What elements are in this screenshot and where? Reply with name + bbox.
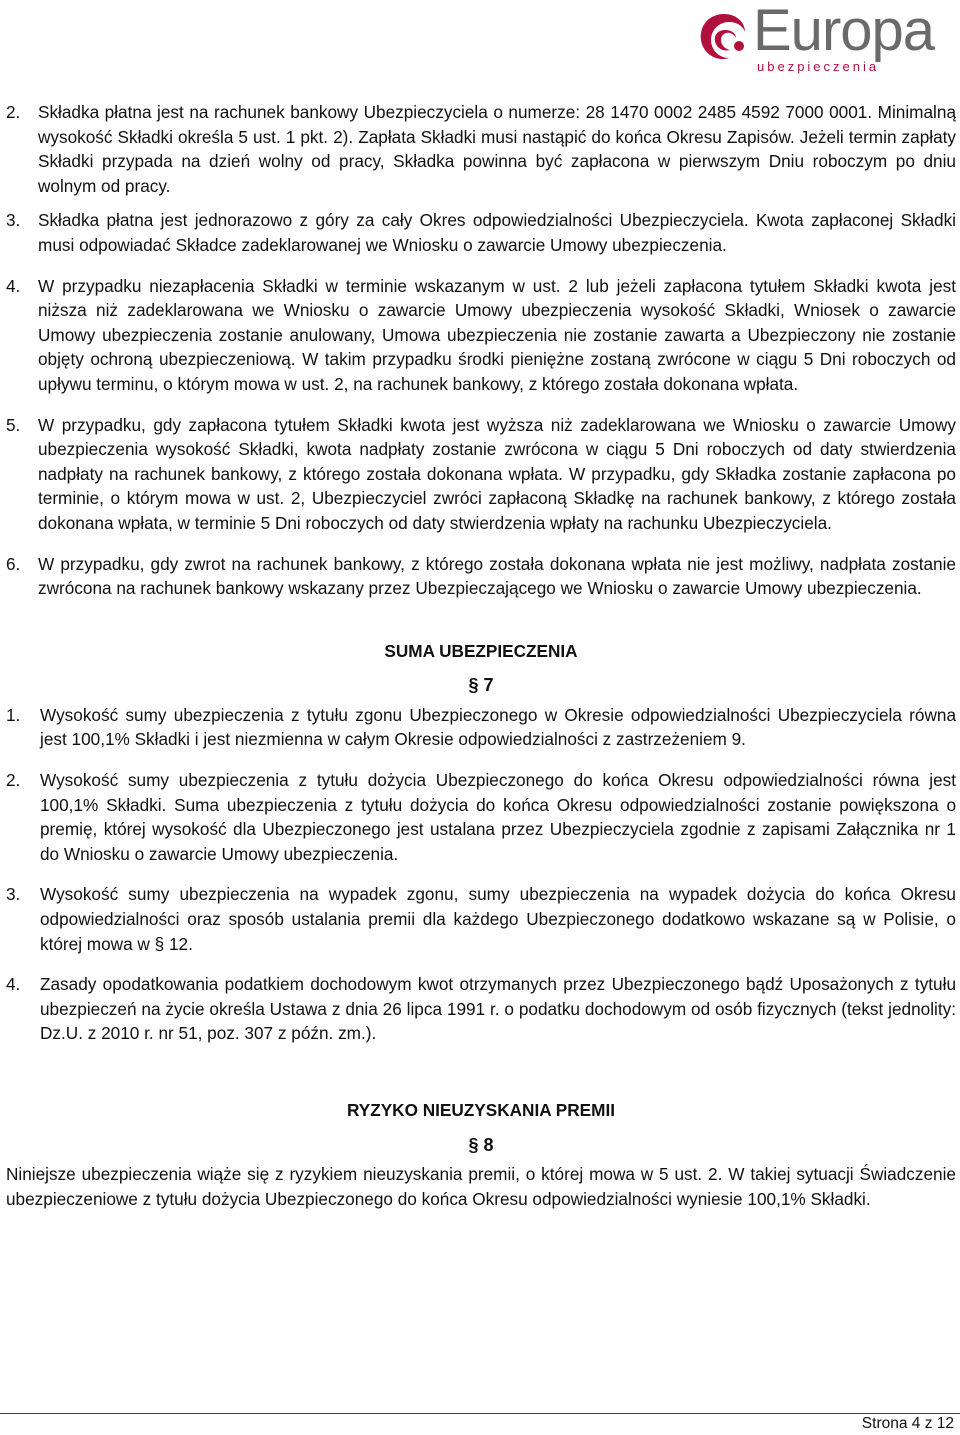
item-number: 2.: [6, 770, 21, 791]
list-item: [6, 703, 956, 752]
section-text: Niniejsze ubezpieczenia wiąże się z ryzykiem nieuzyskania premii, o której mowa w 5 ust. 2. W takiej sytuacji Świadczenie ubezpieczeniowe z tytułu dożycia Ubezpieczonego do końca Okresu odpowiedzialności wyniesie 100,1% Składki.: [6, 1164, 956, 1209]
item-number: 4.: [6, 275, 21, 296]
logo-subtitle: ubezpieczenia: [757, 59, 880, 74]
list-item: [6, 413, 956, 536]
item-text: Wysokość sumy ubezpieczenia z tytułu dożycia Ubezpieczonego do końca Okresu odpowiedzialności równa jest 100,1% Składki. Suma ubezpieczenia z tytułu dożycia do końca Okresu odpowiedzialności zostanie powiększona o premię, której wysokość dla Ubezpieczonego jest ustalana przez Ubezpieczyciela zgodnie z zapisami Załącznika nr 1 do Wniosku o zawarcie Umowy ubezpieczenia.: [40, 770, 956, 864]
list-item: [6, 552, 956, 601]
item-text: Składka płatna jest na rachunek bankowy Ubezpieczyciela o numerze: 28 1470 0002 2485 4592 7000 0001. Minimalną wysokość Składki określa 5 ust. 1 pkt. 2). Zapłata Składki musi nastąpić do końca Okresu Zapisów. Jeżeli termin zapłaty Składki przypada na dzień wolny od pracy, Składka powinna być zapłacona w pierwszym Dniu roboczym po dniu wolnym od pracy.: [38, 102, 956, 196]
logo-wordmark: Europa: [753, 0, 935, 63]
item-number: 3.: [6, 210, 21, 231]
item-number: 4.: [6, 974, 21, 995]
list-item: [6, 208, 956, 257]
list-item: [6, 100, 956, 198]
item-text: Wysokość sumy ubezpieczenia na wypadek zgonu, sumy ubezpieczenia na wypadek dożycia do końca Okresu odpowiedzialności oraz sposób ustalania premii dla każdego Ubezpieczonego dodatkowo wskazane są w Polisie, o której mowa w § 12.: [40, 884, 956, 954]
list-item: [6, 972, 956, 1046]
item-text: W przypadku niezapłacenia Składki w terminie wskazanym w ust. 2 lub jeżeli zapłacona tytułem Składki kwota jest niższa niż zadeklarowana we Wniosku o zawarcie Umowy ubezpieczenia wysokość Składki, Wniosek o zawarcie Umowy ubezpieczenia zostanie anulowany, Umowa ubezpieczenia nie zostanie zawarta a Ubezpieczony nie zostanie objęty ochroną ubezpieczeniową. W takim przypadku środki pieniężne zostaną zwrócone w ciągu 5 Dni roboczych od upływu terminu, o którym mowa w ust. 2, na rachunek bankowy, z którego została dokonana wpłata.: [38, 275, 956, 394]
list-item: [6, 274, 956, 397]
item-number: 2.: [6, 102, 21, 122]
item-text: W przypadku, gdy zwrot na rachunek bankowy, z którego została dokonana wpłata nie jest możliwy, nadpłata zostanie zwrócona na rachunek bankowy wskazany przez Ubezpieczającego we Wniosku o zawarcie Umowy ubezpieczenia.: [38, 553, 956, 599]
list-item: [6, 882, 956, 956]
list-item: [6, 768, 956, 866]
item-number: 3.: [6, 884, 21, 905]
footer-divider: [0, 1413, 960, 1414]
logo-swirl-icon: [695, 8, 753, 70]
europa-logo: [695, 0, 960, 82]
item-number: 1.: [6, 704, 21, 725]
item-text: W przypadku, gdy zapłacona tytułem Składki kwota jest wyższa niż zadeklarowana we Wniosku o zawarcie Umowy ubezpieczenia wysokość Składki, kwota nadpłaty zostanie zwrócona w ciągu 5 Dni roboczych od daty stwierdzenia nadpłaty na rachunek bankowy, z którego została dokonana wpłata. W przypadku, gdy Składka zostanie zapłacona po terminie, o którym mowa w ust. 2, Ubezpieczyciel zwróci zapłaconą Składkę na rachunek bankowy, z którego została dokonana wpłata, w terminie 5 Dni roboczych od daty stwierdzenia wpłaty na rachunku Ubezpieczyciela.: [38, 414, 956, 533]
paragraph-mark: § 7: [468, 675, 494, 696]
item-number: 5.: [6, 414, 21, 435]
section-title: RYZYKO NIEUZYSKANIA PREMII: [346, 1100, 616, 1120]
page-number: Strona 4 z 12: [861, 1415, 954, 1432]
item-number: 6.: [6, 553, 21, 574]
item-text: Zasady opodatkowania podatkiem dochodowym kwot otrzymanych przez Ubezpieczonego bądź Uposażonych z tytułu ubezpieczeń na życie określa Ustawa z dnia 26 lipca 1991 r. o podatku dochodowym od osób fizycznych (tekst jednolity: Dz.U. z 2010 r. nr 51, poz. 307 z późn. zm.).: [40, 974, 956, 1044]
section-title: SUMA UBEZPIECZENIA: [384, 640, 578, 661]
item-text: Składka płatna jest jednorazowo z góry za cały Okres odpowiedzialności Ubezpieczyciela. Kwota zapłaconej Składki musi odpowiadać Składce zadeklarowanej we Wniosku o zawarcie Umowy ubezpieczenia.: [38, 210, 956, 255]
document-body: [6, 100, 956, 1211]
paragraph-mark: § 8: [468, 1134, 494, 1155]
item-text: Wysokość sumy ubezpieczenia z tytułu zgonu Ubezpieczonego w Okresie odpowiedzialności Ubezpieczyciela równa jest 100,1% Składki i jest niezmienna w całym Okresie odpowiedzialności z zastrzeżeniem 9.: [40, 704, 956, 750]
